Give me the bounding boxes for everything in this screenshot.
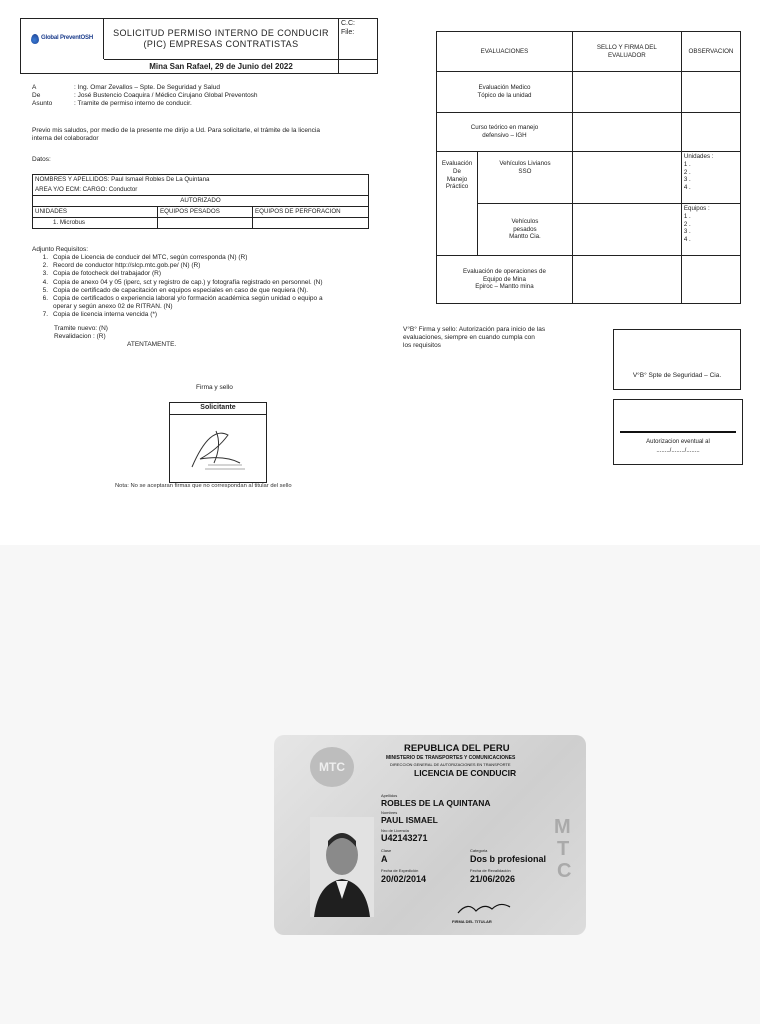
requisito-item (32, 262, 377, 270)
col-unidades: UNIDADES (33, 207, 158, 218)
license-ministry: MINISTERIO DE TRANSPORTES Y COMUNICACIONES (386, 755, 516, 761)
mtc-c: C (557, 860, 572, 882)
header-blank-cell (339, 59, 377, 74)
requisito-item (32, 270, 377, 278)
curso-teorico-line2: defensivo – IGH (482, 132, 527, 139)
solicitante-label: Solicitante (170, 403, 266, 415)
operaciones-obs (681, 256, 740, 304)
manejo-practico-cell (437, 152, 478, 256)
requisito-text: Copia de licencia interna vencida (*) (53, 311, 158, 318)
license-country: REPUBLICA DEL PERU (404, 743, 510, 754)
memo-intro (32, 127, 320, 143)
requisito-number: 5. (42, 286, 48, 294)
mtc-t: T (557, 838, 570, 860)
form-header (20, 18, 378, 74)
requisito-text: Copia de anexo 04 y 05 (iperc, sct y registro de cap.) y fotografía registrado en personnel. (N) (53, 278, 323, 286)
revalidacion-label: Fecha de Revalidación (470, 868, 511, 873)
form-title-line1: SOLICITUD PERMISO INTERNO DE CONDUCIR (113, 27, 329, 38)
requisito-text: Copia de certificado de capacitación en equipos especiales en caso de que requiera (N). (53, 286, 309, 294)
memo-intro-line1: Previo mis saludos, por medio de la presente me dirijo a Ud. Para solicitarle, el trámite de la licencia (32, 127, 320, 134)
perforacion-row1 (253, 218, 369, 229)
requisito-item (32, 295, 377, 303)
operaciones-line2: Equipo de Mina (482, 275, 526, 283)
col-pesados: EQUIPOS PESADOS (158, 207, 253, 218)
operaciones-sello (572, 256, 681, 304)
eval-header: EVALUACIONES (437, 32, 573, 72)
holder-signature (454, 897, 514, 919)
nota-firmas: Nota: No se aceptaran firmas que no correspondan al titular del sello (115, 483, 292, 489)
logo-text: Global PreventOSH (41, 35, 93, 42)
requisitos-block (32, 246, 377, 350)
equipos-n3: 3 . (683, 228, 691, 236)
datos-label: Datos: (32, 156, 51, 163)
memo-block (32, 84, 258, 108)
sello-header-line2: EVALUADOR (608, 51, 646, 59)
livianos-sello (572, 152, 681, 204)
datos-table (32, 174, 369, 229)
equipos-n4: 4 . (683, 236, 691, 243)
sello-header (572, 32, 681, 72)
requisito-item (32, 254, 377, 262)
autorizado-cell: AUTORIZADO (33, 196, 369, 207)
unidad-row1: 1. Microbus (33, 218, 158, 229)
equipos-n1: 1 . (683, 212, 691, 220)
eventual-label: Autorizacion eventual al (646, 439, 710, 445)
solicitante-box (169, 402, 267, 483)
file-label: File: (341, 28, 355, 36)
unidades-obs (681, 152, 740, 204)
requisito-text: operar y según anexo 02 de RITRAN. (N) (53, 302, 173, 310)
nro-value: U42143271 (381, 833, 428, 843)
requisito-number: 7. (42, 311, 48, 318)
firma-sello-label: Firma y sello (196, 384, 233, 391)
unidades-n1: 1 . (683, 160, 691, 168)
operaciones-line3: Epiroc – Mantto mina (475, 283, 534, 291)
manejo-line3: Manejo (446, 175, 468, 183)
curso-teorico-line1: Curso teórico en manejo (470, 124, 539, 132)
vb-text (403, 326, 573, 350)
eval-medico-cell (437, 72, 573, 113)
sello-header-line1: SELLO Y FIRMA DEL (596, 43, 657, 51)
expedicion-value: 20/02/2014 (381, 874, 427, 884)
manejo-line2: De (453, 167, 461, 175)
memo-de-label: De (32, 92, 41, 100)
vb-line1: V°B° Firma y sello: Autorización para inicio de las (403, 326, 546, 333)
cc-file-box (339, 19, 377, 59)
manejo-line4: Práctico (445, 183, 469, 191)
firma-titular-label: FIRMA DEL TITULAR (452, 919, 492, 924)
apellidos-value: ROBLES DE LA QUINTANA (381, 798, 491, 808)
requisito-text: Record de conductor http://slcp.mtc.gob.pe/ (N) (R) (53, 262, 201, 270)
place-date: Mina San Rafael, 29 de Junio del 2022 (104, 59, 339, 74)
atentamente: ATENTAMENTE. (127, 341, 177, 349)
operaciones-line1: Evaluación de operaciones de (462, 267, 546, 275)
equipos-label: Equipos : (683, 205, 710, 212)
memo-a-label: A (32, 84, 37, 91)
eval-medico-sello (572, 72, 681, 113)
license-direction: DIRECCION GENERAL DE AUTORIZACIONES EN TRANSPORTE (390, 762, 511, 767)
livianos-line1: Vehículos Livianos (499, 160, 551, 167)
col-perforacion: EQUIPOS DE PERFORACION (253, 207, 369, 218)
operaciones-cell (437, 256, 573, 304)
requisito-number: 4. (42, 278, 48, 286)
vb-line3: los requisitos (403, 342, 441, 350)
driver-license-card (274, 735, 586, 935)
obs-header: OBSERVACION (681, 32, 740, 72)
livianos-cell (478, 152, 573, 204)
eventual-box (613, 399, 743, 465)
requisito-number: 3. (42, 270, 48, 278)
requisito-item (32, 287, 377, 295)
company-logo (21, 19, 104, 59)
memo-asunto-value: : Tramite de permiso interno de conducir. (74, 100, 192, 108)
manejo-line1: Evaluación (441, 160, 473, 167)
holder-photo (310, 817, 374, 917)
livianos-line2: SSO (518, 167, 532, 175)
mtc-m: M (554, 816, 571, 838)
memo-a-value: : Ing. Omar Zevallos – Spte. De Seguridad y Salud (74, 84, 220, 91)
pesados-line2: pesados (513, 225, 537, 233)
categoria-value: Dos b profesional (470, 854, 547, 864)
nombres-cell: NOMBRES Y APELLIDOS: Paul Ismael Robles De La Quintana (33, 175, 369, 186)
pesados-sello (572, 204, 681, 256)
vb-spte-label: V°B° Spte de Seguridad – Cia. (632, 371, 722, 379)
revalidacion-value: 21/06/2026 (470, 874, 516, 884)
drop-icon (31, 34, 39, 44)
pesados-row1 (158, 218, 253, 229)
equipos-n2: 2 . (683, 220, 691, 228)
form-title-line2: (PIC) EMPRESAS CONTRATISTAS (143, 39, 299, 49)
requisito-text: Copia de fotocheck del trabajador (R) (53, 270, 162, 278)
requisito-item (32, 311, 377, 319)
eventual-line (620, 431, 736, 433)
eval-medico-obs (681, 72, 740, 113)
apellidos-label: Apellidos (381, 793, 398, 798)
signature-stamp (170, 415, 266, 479)
memo-intro-line2: interna del colaborador (32, 135, 99, 143)
eval-medico-line1: Evaluación Medico (478, 84, 531, 92)
requisito-number: 1. (42, 254, 48, 262)
evaluation-table (436, 31, 741, 304)
clase-value: A (381, 854, 388, 864)
tramite-nuevo: Tramite nuevo: (N) (54, 325, 108, 333)
requisitos-title: Adjunto Requisitos: (32, 246, 89, 253)
eval-medico-line2: Tópico de la unidad (477, 92, 532, 99)
form-title (104, 19, 339, 59)
requisito-text: Copia de Licencia de conducir del MTC, según corresponda (N) (R) (53, 254, 248, 262)
pesados-cell (478, 204, 573, 256)
unidades-n3: 3 . (683, 176, 691, 184)
pesados-line3: Mantto Cia. (509, 233, 541, 241)
clase-label: Clase (381, 848, 392, 853)
categoria-label: Categoria (470, 848, 488, 853)
vb-spte-box (613, 329, 741, 390)
curso-teorico-obs (681, 113, 740, 152)
equipos-obs (681, 204, 740, 256)
memo-de-value: : José Bustencio Coaquira / Médico Cirujano Global Preventosh (74, 92, 258, 100)
unidades-n2: 2 . (683, 168, 691, 176)
nombres-label: Nombres (381, 810, 398, 815)
requisitos-list (32, 254, 377, 319)
requisito-number: 6. (42, 294, 48, 302)
requisito-number: 2. (42, 262, 48, 270)
area-cell: AREA Y/O ECM: CARGO: Conductor (33, 185, 369, 196)
nombres-value: PAUL ISMAEL (381, 815, 438, 825)
curso-teorico-cell (437, 113, 573, 152)
unidades-label: Unidades : (683, 153, 714, 160)
eventual-date: ......../......../........ (656, 448, 700, 454)
revalidacion: Revalidacion : (R) (54, 333, 106, 341)
vb-line2: evaluaciones, siempre en cuando cumpla con (403, 334, 535, 342)
expedicion-label: Fecha de Expedición (381, 868, 419, 873)
unidades-n4: 4 . (683, 184, 691, 191)
license-doc: LICENCIA DE CONDUCIR (414, 768, 517, 778)
requisito-text: Copia de certificados o experiencia laboral y/o formación académica según unidad o equipo a (53, 294, 323, 302)
memo-asunto-label: Asunto (32, 100, 53, 108)
nro-label: Nro de Licencia (381, 828, 409, 833)
curso-teorico-sello (572, 113, 681, 152)
requisito-item (32, 279, 377, 287)
requisito-item (32, 303, 377, 311)
pesados-line1: Vehículos (511, 217, 539, 225)
cc-label: C.C: (341, 20, 355, 27)
mtc-seal: MTC (310, 747, 354, 787)
